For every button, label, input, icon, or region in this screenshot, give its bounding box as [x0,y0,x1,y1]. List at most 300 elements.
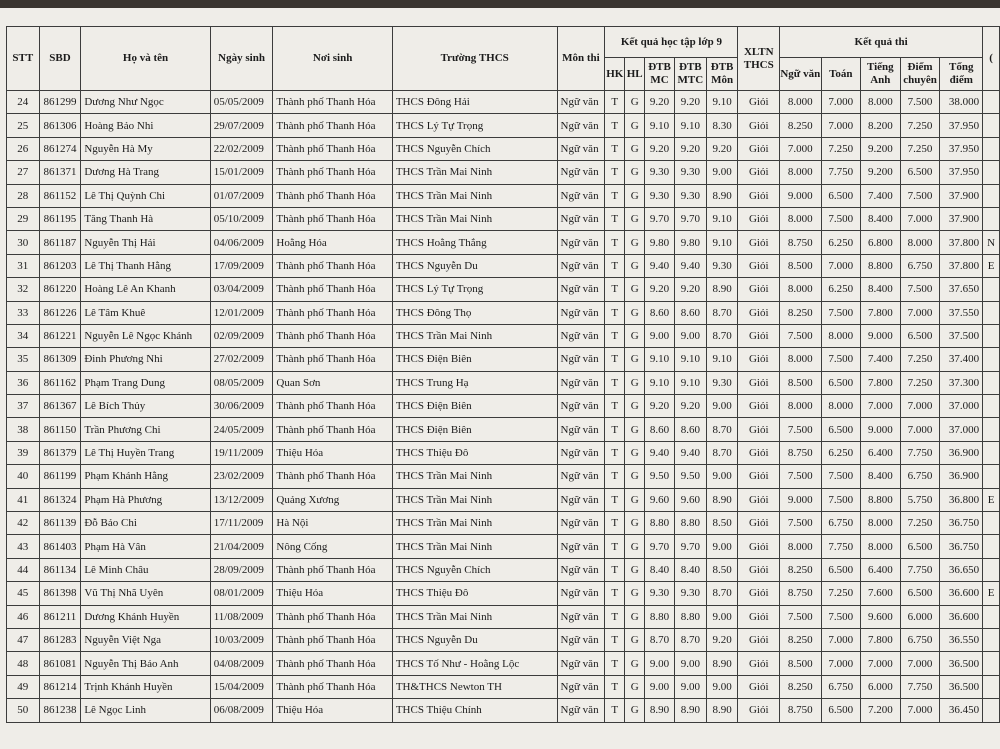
cell-dob: 30/06/2009 [210,395,273,418]
cell-ngu-van: 9.000 [780,184,821,207]
cell-toan: 6.500 [821,699,861,722]
cell-dtb-mon: 9.30 [706,371,738,394]
cell-tong-diem: 36.500 [940,652,983,675]
cell-ngu-van: 8.750 [780,699,821,722]
table-row [7,161,1000,184]
cell-dob: 22/02/2009 [210,137,273,160]
cell-dtb-mon: 8.90 [706,488,738,511]
cell-xltn: Giỏi [738,582,780,605]
cell-dtb-mtc: 9.60 [674,488,706,511]
cell-school: THCS Trần Mai Ninh [392,324,557,347]
cell-hl: G [625,605,645,628]
cell-sbd: 861324 [39,488,81,511]
cell-birthplace: Thành phố Thanh Hóa [273,161,392,184]
cell-extra [983,628,1000,651]
cell-school: THCS Thiệu Đô [392,441,557,464]
cell-hl: G [625,418,645,441]
table-row [7,465,1000,488]
cell-tong-diem: 37.650 [940,278,983,301]
cell-dob: 27/02/2009 [210,348,273,371]
cell-tong-diem: 36.750 [940,535,983,558]
col-dtb-mc: ĐTB MC [645,58,675,91]
cell-hk: T [605,231,625,254]
col-extra: ( [983,27,1000,91]
cell-tong-diem: 37.500 [940,324,983,347]
cell-dtb-mon: 9.10 [706,348,738,371]
cell-ngu-van: 8.000 [780,348,821,371]
cell-xltn: Giỏi [738,535,780,558]
table-row [7,605,1000,628]
cell-ngu-van: 7.500 [780,465,821,488]
cell-diem-chuyen: 6.750 [900,465,940,488]
cell-dob: 05/10/2009 [210,207,273,230]
cell-extra [983,441,1000,464]
col-school: Trường THCS [392,27,557,91]
cell-stt: 29 [7,207,40,230]
cell-tieng-anh: 8.000 [861,91,901,114]
cell-dtb-mtc: 9.20 [674,395,706,418]
cell-school: THCS Đông Thọ [392,301,557,324]
cell-dob: 08/05/2009 [210,371,273,394]
table-row [7,558,1000,581]
cell-school: THCS Nguyễn Du [392,628,557,651]
cell-xltn: Giỏi [738,371,780,394]
cell-name: Tăng Thanh Hà [81,207,210,230]
col-group-grade9: Kết quả học tập lớp 9 [605,27,738,58]
cell-extra [983,652,1000,675]
cell-hk: T [605,488,625,511]
cell-school: THCS Điện Biên [392,418,557,441]
table-row [7,675,1000,698]
cell-subject: Ngữ văn [557,254,605,277]
cell-name: Vũ Thị Nhã Uyên [81,582,210,605]
cell-xltn: Giỏi [738,652,780,675]
cell-birthplace: Quảng Xương [273,488,392,511]
cell-toan: 6.250 [821,441,861,464]
cell-name: Phạm Hà Vân [81,535,210,558]
cell-xltn: Giỏi [738,231,780,254]
cell-xltn: Giỏi [738,605,780,628]
cell-sbd: 861283 [39,628,81,651]
cell-dtb-mc: 8.40 [645,558,675,581]
cell-name: Dương Như Ngọc [81,91,210,114]
col-tieng-anh: Tiếng Anh [861,58,901,91]
cell-birthplace: Thành phố Thanh Hóa [273,348,392,371]
col-stt: STT [7,27,40,91]
cell-extra: E [983,254,1000,277]
cell-diem-chuyen: 7.250 [900,137,940,160]
cell-xltn: Giỏi [738,184,780,207]
cell-stt: 30 [7,231,40,254]
cell-tieng-anh: 8.800 [861,488,901,511]
cell-stt: 39 [7,441,40,464]
cell-hl: G [625,348,645,371]
cell-toan: 7.250 [821,137,861,160]
cell-diem-chuyen: 7.250 [900,348,940,371]
cell-subject: Ngữ văn [557,324,605,347]
cell-tong-diem: 36.500 [940,675,983,698]
col-name: Họ và tên [81,27,210,91]
cell-diem-chuyen: 7.000 [900,395,940,418]
cell-tieng-anh: 7.400 [861,184,901,207]
cell-subject: Ngữ văn [557,699,605,722]
cell-xltn: Giỏi [738,254,780,277]
cell-school: THCS Thiệu Đô [392,582,557,605]
cell-toan: 7.500 [821,207,861,230]
cell-ngu-van: 8.000 [780,395,821,418]
cell-birthplace: Thành phố Thanh Hóa [273,324,392,347]
cell-stt: 41 [7,488,40,511]
cell-name: Nguyễn Hà My [81,137,210,160]
cell-hl: G [625,395,645,418]
table-row [7,301,1000,324]
cell-school: THCS Trần Mai Ninh [392,465,557,488]
cell-dob: 04/08/2009 [210,652,273,675]
cell-ngu-van: 8.750 [780,231,821,254]
cell-tieng-anh: 9.000 [861,418,901,441]
cell-xltn: Giỏi [738,301,780,324]
cell-dtb-mon: 9.00 [706,605,738,628]
cell-sbd: 861274 [39,137,81,160]
cell-stt: 28 [7,184,40,207]
cell-birthplace: Thành phố Thanh Hóa [273,184,392,207]
table-row [7,91,1000,114]
cell-sbd: 861238 [39,699,81,722]
cell-tieng-anh: 8.000 [861,535,901,558]
cell-extra [983,675,1000,698]
cell-xltn: Giỏi [738,137,780,160]
col-tong-diem: Tổng điểm [940,58,983,91]
cell-birthplace: Thành phố Thanh Hóa [273,278,392,301]
cell-birthplace: Quan Sơn [273,371,392,394]
cell-sbd: 861199 [39,465,81,488]
cell-subject: Ngữ văn [557,582,605,605]
cell-subject: Ngữ văn [557,558,605,581]
col-dtb-mtc: ĐTB MTC [674,58,706,91]
cell-diem-chuyen: 7.500 [900,278,940,301]
cell-sbd: 861371 [39,161,81,184]
cell-stt: 33 [7,301,40,324]
cell-dtb-mc: 9.30 [645,582,675,605]
cell-tong-diem: 36.550 [940,628,983,651]
cell-dtb-mc: 9.80 [645,231,675,254]
cell-name: Dương Hà Trang [81,161,210,184]
cell-sbd: 861203 [39,254,81,277]
cell-extra [983,114,1000,137]
cell-dtb-mon: 8.50 [706,512,738,535]
cell-tieng-anh: 9.200 [861,137,901,160]
cell-dtb-mon: 8.50 [706,558,738,581]
table-row [7,418,1000,441]
col-diem-chuyen: Điểm chuyên [900,58,940,91]
cell-tieng-anh: 7.000 [861,395,901,418]
cell-tong-diem: 36.800 [940,488,983,511]
cell-hk: T [605,675,625,698]
cell-dtb-mc: 9.10 [645,371,675,394]
cell-stt: 46 [7,605,40,628]
cell-hl: G [625,535,645,558]
cell-stt: 42 [7,512,40,535]
cell-sbd: 861139 [39,512,81,535]
cell-subject: Ngữ văn [557,231,605,254]
cell-hl: G [625,441,645,464]
cell-dtb-mc: 9.70 [645,207,675,230]
cell-sbd: 861152 [39,184,81,207]
col-subject: Môn thi [557,27,605,91]
cell-extra [983,301,1000,324]
cell-name: Hoàng Lê An Khanh [81,278,210,301]
cell-birthplace: Thành phố Thanh Hóa [273,675,392,698]
cell-dtb-mon: 9.00 [706,395,738,418]
cell-xltn: Giỏi [738,324,780,347]
cell-dtb-mtc: 9.50 [674,465,706,488]
cell-subject: Ngữ văn [557,184,605,207]
cell-birthplace: Nông Cống [273,535,392,558]
cell-dtb-mtc: 8.80 [674,512,706,535]
cell-hk: T [605,535,625,558]
cell-diem-chuyen: 6.000 [900,605,940,628]
cell-tong-diem: 37.950 [940,114,983,137]
col-sbd: SBD [39,27,81,91]
cell-dob: 24/05/2009 [210,418,273,441]
cell-tieng-anh: 7.800 [861,371,901,394]
cell-tong-diem: 37.550 [940,301,983,324]
cell-dtb-mon: 8.70 [706,324,738,347]
cell-ngu-van: 8.000 [780,91,821,114]
cell-school: THCS Tố Như - Hoằng Lộc [392,652,557,675]
cell-hk: T [605,254,625,277]
cell-subject: Ngữ văn [557,371,605,394]
cell-name: Nguyễn Việt Nga [81,628,210,651]
cell-diem-chuyen: 7.000 [900,418,940,441]
cell-tieng-anh: 8.200 [861,114,901,137]
cell-extra [983,395,1000,418]
cell-dob: 04/06/2009 [210,231,273,254]
cell-birthplace: Thành phố Thanh Hóa [273,137,392,160]
cell-toan: 6.750 [821,675,861,698]
col-hl: HL [625,58,645,91]
table-row [7,348,1000,371]
cell-ngu-van: 8.000 [780,535,821,558]
cell-dob: 19/11/2009 [210,441,273,464]
cell-dtb-mc: 9.20 [645,91,675,114]
col-dtb-mon: ĐTB Môn [706,58,738,91]
cell-subject: Ngữ văn [557,535,605,558]
cell-diem-chuyen: 7.000 [900,207,940,230]
cell-dtb-mtc: 9.40 [674,254,706,277]
cell-diem-chuyen: 6.500 [900,535,940,558]
cell-ngu-van: 8.750 [780,441,821,464]
cell-school: THCS Nguyễn Chích [392,558,557,581]
cell-extra [983,184,1000,207]
cell-ngu-van: 8.250 [780,675,821,698]
table-row [7,395,1000,418]
cell-dob: 23/02/2009 [210,465,273,488]
cell-dtb-mc: 9.00 [645,652,675,675]
cell-dtb-mon: 9.20 [706,628,738,651]
cell-sbd: 861081 [39,652,81,675]
cell-tong-diem: 36.600 [940,605,983,628]
cell-dtb-mtc: 9.20 [674,278,706,301]
cell-dob: 12/01/2009 [210,301,273,324]
cell-birthplace: Thành phố Thanh Hóa [273,558,392,581]
cell-stt: 48 [7,652,40,675]
cell-dob: 21/04/2009 [210,535,273,558]
table-row [7,324,1000,347]
cell-dtb-mtc: 9.40 [674,441,706,464]
cell-tieng-anh: 8.000 [861,512,901,535]
cell-dtb-mc: 9.50 [645,465,675,488]
cell-sbd: 861306 [39,114,81,137]
cell-toan: 7.000 [821,91,861,114]
cell-name: Dương Khánh Huyền [81,605,210,628]
cell-dtb-mon: 8.70 [706,441,738,464]
cell-hk: T [605,207,625,230]
cell-diem-chuyen: 7.000 [900,699,940,722]
table-row [7,535,1000,558]
cell-name: Lê Ngọc Linh [81,699,210,722]
cell-diem-chuyen: 7.250 [900,371,940,394]
cell-birthplace: Thiệu Hóa [273,699,392,722]
cell-toan: 7.500 [821,605,861,628]
cell-school: THCS Điện Biên [392,348,557,371]
cell-tong-diem: 36.450 [940,699,983,722]
cell-dtb-mc: 9.40 [645,441,675,464]
cell-extra [983,278,1000,301]
cell-toan: 8.000 [821,395,861,418]
cell-toan: 6.500 [821,371,861,394]
cell-xltn: Giỏi [738,207,780,230]
cell-name: Lê Thị Huyền Trang [81,441,210,464]
cell-tieng-anh: 7.800 [861,628,901,651]
cell-dtb-mc: 8.90 [645,699,675,722]
cell-ngu-van: 8.500 [780,254,821,277]
cell-stt: 32 [7,278,40,301]
cell-subject: Ngữ văn [557,652,605,675]
results-table [6,26,1000,723]
cell-name: Lê Thị Thanh Hằng [81,254,210,277]
cell-xltn: Giỏi [738,395,780,418]
table-row [7,512,1000,535]
cell-toan: 6.500 [821,418,861,441]
cell-hl: G [625,512,645,535]
table-edge-shadow [0,0,1000,8]
cell-dtb-mc: 9.30 [645,161,675,184]
cell-dtb-mc: 8.80 [645,512,675,535]
table-body [7,91,1000,723]
cell-hl: G [625,582,645,605]
cell-extra [983,558,1000,581]
cell-name: Phạm Trang Dung [81,371,210,394]
cell-ngu-van: 8.250 [780,558,821,581]
cell-stt: 43 [7,535,40,558]
cell-name: Nguyễn Thị Hải [81,231,210,254]
cell-school: THCS Trần Mai Ninh [392,512,557,535]
cell-diem-chuyen: 7.500 [900,91,940,114]
cell-school: THCS Đông Hải [392,91,557,114]
table-row [7,207,1000,230]
cell-dtb-mtc: 9.30 [674,161,706,184]
cell-diem-chuyen: 7.500 [900,184,940,207]
cell-subject: Ngữ văn [557,161,605,184]
cell-dtb-mtc: 8.60 [674,418,706,441]
cell-xltn: Giỏi [738,558,780,581]
cell-school: THCS Trần Mai Ninh [392,488,557,511]
cell-xltn: Giỏi [738,512,780,535]
cell-xltn: Giỏi [738,161,780,184]
cell-toan: 7.250 [821,582,861,605]
cell-tieng-anh: 6.800 [861,231,901,254]
cell-toan: 7.500 [821,301,861,324]
cell-ngu-van: 7.500 [780,324,821,347]
cell-ngu-van: 7.500 [780,605,821,628]
col-hk: HK [605,58,625,91]
cell-tong-diem: 37.000 [940,418,983,441]
cell-tong-diem: 38.000 [940,91,983,114]
cell-extra [983,161,1000,184]
cell-dtb-mtc: 9.00 [674,675,706,698]
cell-dtb-mc: 9.20 [645,278,675,301]
cell-subject: Ngữ văn [557,91,605,114]
cell-ngu-van: 9.000 [780,488,821,511]
cell-school: THCS Lý Tự Trọng [392,114,557,137]
table-row [7,231,1000,254]
col-birthplace: Nơi sinh [273,27,392,91]
cell-hl: G [625,465,645,488]
cell-dtb-mon: 9.00 [706,465,738,488]
cell-hk: T [605,605,625,628]
cell-diem-chuyen: 8.000 [900,231,940,254]
cell-dtb-mc: 9.00 [645,675,675,698]
cell-dtb-mtc: 8.70 [674,628,706,651]
cell-school: THCS Nguyễn Du [392,254,557,277]
cell-dob: 01/07/2009 [210,184,273,207]
cell-sbd: 861367 [39,395,81,418]
cell-stt: 24 [7,91,40,114]
cell-tong-diem: 37.950 [940,161,983,184]
cell-stt: 36 [7,371,40,394]
cell-diem-chuyen: 7.750 [900,558,940,581]
cell-sbd: 861195 [39,207,81,230]
cell-extra [983,605,1000,628]
table-row [7,582,1000,605]
cell-dtb-mtc: 9.20 [674,91,706,114]
cell-dtb-mtc: 9.00 [674,652,706,675]
table-row [7,699,1000,722]
cell-school: THCS Hoằng Thắng [392,231,557,254]
cell-dtb-mtc: 9.10 [674,114,706,137]
table-row [7,371,1000,394]
cell-dtb-mc: 9.70 [645,535,675,558]
cell-stt: 44 [7,558,40,581]
table-row [7,488,1000,511]
cell-dob: 03/04/2009 [210,278,273,301]
cell-tong-diem: 37.300 [940,371,983,394]
cell-dtb-mc: 9.20 [645,395,675,418]
cell-subject: Ngữ văn [557,675,605,698]
cell-subject: Ngữ văn [557,395,605,418]
cell-sbd: 861379 [39,441,81,464]
cell-hl: G [625,207,645,230]
cell-sbd: 861220 [39,278,81,301]
cell-dtb-mon: 9.30 [706,254,738,277]
cell-tong-diem: 37.900 [940,184,983,207]
cell-sbd: 861226 [39,301,81,324]
cell-tong-diem: 36.650 [940,558,983,581]
cell-name: Phạm Khánh Hằng [81,465,210,488]
cell-dob: 17/11/2009 [210,512,273,535]
cell-extra [983,418,1000,441]
